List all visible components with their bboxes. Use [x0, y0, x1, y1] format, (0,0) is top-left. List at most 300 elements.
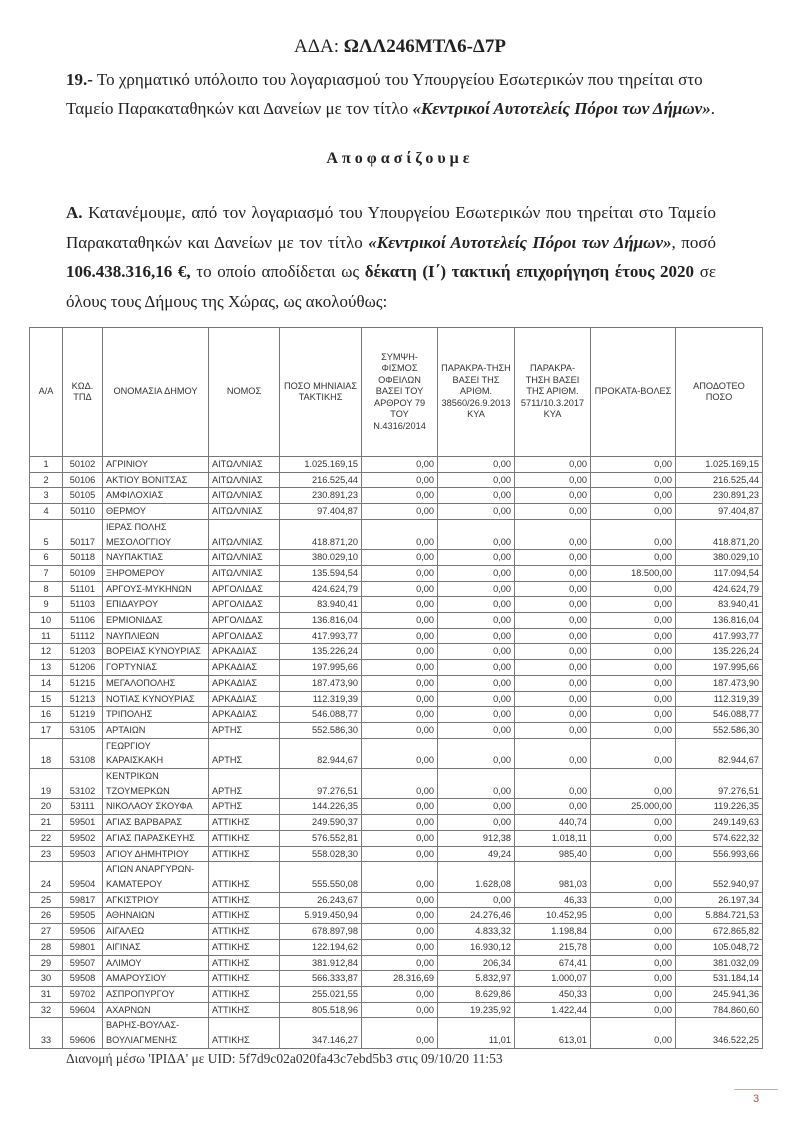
- row-advances: 0,00: [591, 660, 676, 676]
- row-index: 33: [30, 1018, 63, 1048]
- row-municipality: ΜΕΓΑΛΟΠΟΛΗΣ: [103, 675, 209, 691]
- row-prefecture: ΑΡΚΑΔΙΑΣ: [209, 707, 280, 723]
- table-row: [30, 738, 763, 768]
- row-index: 15: [30, 691, 63, 707]
- row-advances: 0,00: [591, 581, 676, 597]
- row-withholding-2017: 985,40: [515, 846, 591, 862]
- row-advances: 0,00: [591, 707, 676, 723]
- row-prefecture: ΑΤΤΙΚΗΣ: [209, 955, 280, 971]
- row-prefecture: ΑΤΤΙΚΗΣ: [209, 892, 280, 908]
- row-index: 21: [30, 815, 63, 831]
- row-index: 16: [30, 707, 63, 723]
- row-offset: 0,00: [362, 892, 438, 908]
- row-payable: 381.032,09: [676, 955, 763, 971]
- row-code: 53102: [63, 769, 103, 799]
- row-payable: 197.995,66: [676, 660, 763, 676]
- row-withholding-2013: 0,00: [438, 613, 515, 629]
- row-advances: 0,00: [591, 691, 676, 707]
- row-prefecture: ΑΙΤΩΛ/ΝΙΑΣ: [209, 488, 280, 504]
- paragraph-19-number: 19.-: [66, 70, 93, 89]
- row-prefecture: ΑΤΤΙΚΗΣ: [209, 830, 280, 846]
- row-code: 59505: [63, 908, 103, 924]
- table-row: [30, 519, 763, 549]
- row-payable: 531.184,14: [676, 971, 763, 987]
- row-index: 5: [30, 519, 63, 549]
- row-monthly-amount: 112.319,39: [280, 691, 362, 707]
- row-offset: 0,00: [362, 924, 438, 940]
- row-code: 51101: [63, 581, 103, 597]
- row-code: 59817: [63, 892, 103, 908]
- paragraph-a-title: «Κεντρικοί Αυτοτελείς Πόροι των Δήμων»: [368, 232, 672, 252]
- row-municipality: ΘΕΡΜΟΥ: [103, 504, 209, 520]
- ada-label: ΑΔΑ:: [294, 36, 339, 57]
- row-offset: 0,00: [362, 504, 438, 520]
- row-withholding-2013: 0,00: [438, 892, 515, 908]
- row-withholding-2013: 0,00: [438, 815, 515, 831]
- row-advances: 0,00: [591, 830, 676, 846]
- paragraph-a-text-3: το οποίο αποδίδεται ως: [190, 262, 365, 281]
- table-row: [30, 628, 763, 644]
- row-index: 20: [30, 799, 63, 815]
- row-index: 11: [30, 628, 63, 644]
- header-prefecture: ΝΟΜΟΣ: [209, 328, 280, 457]
- row-code: 59801: [63, 939, 103, 955]
- row-index: 24: [30, 862, 63, 892]
- row-withholding-2013: 0,00: [438, 597, 515, 613]
- row-advances: 0,00: [591, 924, 676, 940]
- row-withholding-2017: 1.000,07: [515, 971, 591, 987]
- row-payable: 112.319,39: [676, 691, 763, 707]
- paragraph-19-title: «Κεντρικοί Αυτοτελείς Πόροι των Δήμων»: [412, 99, 711, 118]
- row-withholding-2017: 0,00: [515, 691, 591, 707]
- row-municipality: ΑΜΦΙΛΟΧΙΑΣ: [103, 488, 209, 504]
- row-prefecture: ΑΤΤΙΚΗΣ: [209, 846, 280, 862]
- row-withholding-2013: 912,38: [438, 830, 515, 846]
- row-municipality: ΒΟΡΕΙΑΣ ΚΥΝΟΥΡΙΑΣ: [103, 644, 209, 660]
- row-withholding-2017: 1.198,84: [515, 924, 591, 940]
- table-row: [30, 955, 763, 971]
- row-index: 10: [30, 613, 63, 629]
- row-offset: 0,00: [362, 908, 438, 924]
- row-prefecture: ΑΤΤΙΚΗΣ: [209, 986, 280, 1002]
- paragraph-a-amount: 106.438.316,16 €,: [66, 262, 191, 281]
- row-municipality: ΚΕΝΤΡΙΚΩΝ ΤΖΟΥΜΕΡΚΩΝ: [103, 769, 209, 799]
- row-municipality: ΑΓΙΑΣ ΠΑΡΑΣΚΕΥΗΣ: [103, 830, 209, 846]
- row-municipality: ΑΘΗΝΑΙΩΝ: [103, 908, 209, 924]
- row-withholding-2013: 0,00: [438, 457, 515, 473]
- row-offset: 0,00: [362, 939, 438, 955]
- row-index: 31: [30, 986, 63, 1002]
- paragraph-19-text: Το χρηματικό υπόλοιπο του λογαριασμού του Υπουργείου Εσωτερικών που τηρείται στο Ταμείο Παρακαταθηκών και Δανείων με τον τίτλο: [66, 70, 703, 118]
- table-row: [30, 908, 763, 924]
- row-withholding-2013: 0,00: [438, 519, 515, 549]
- row-advances: 0,00: [591, 815, 676, 831]
- row-offset: 0,00: [362, 955, 438, 971]
- row-code: 50106: [63, 472, 103, 488]
- row-withholding-2017: 0,00: [515, 597, 591, 613]
- row-monthly-amount: 1.025.169,15: [280, 457, 362, 473]
- row-payable: 136.816,04: [676, 613, 763, 629]
- row-payable: 230.891,23: [676, 488, 763, 504]
- paragraph-a-text-1: Κατανέμουμε, από τον λογαριασμό του Υπουργείου Εσωτερικών που τηρείται στο Ταμείο Παρακαταθηκών και Δανείων με τον τίτλο: [66, 203, 716, 252]
- row-index: 22: [30, 830, 63, 846]
- row-payable: 117.094,54: [676, 565, 763, 581]
- decision-heading: Αποφασίζουμε: [326, 150, 474, 167]
- row-prefecture: ΑΤΤΙΚΗΣ: [209, 1018, 280, 1048]
- row-offset: 0,00: [362, 862, 438, 892]
- row-prefecture: ΑΡΓΟΛΙΔΑΣ: [209, 628, 280, 644]
- row-payable: 97.276,51: [676, 769, 763, 799]
- table-row: [30, 799, 763, 815]
- table-row: [30, 862, 763, 892]
- paragraph-19: [66, 65, 716, 123]
- row-payable: 424.624,79: [676, 581, 763, 597]
- row-advances: 0,00: [591, 597, 676, 613]
- row-code: 59604: [63, 1002, 103, 1018]
- row-municipality: ΑΡΤΑΙΩΝ: [103, 722, 209, 738]
- row-withholding-2017: 0,00: [515, 660, 591, 676]
- row-index: 32: [30, 1002, 63, 1018]
- table-row: [30, 1018, 763, 1048]
- table-row: [30, 769, 763, 799]
- row-index: 13: [30, 660, 63, 676]
- row-code: 51106: [63, 613, 103, 629]
- row-monthly-amount: 805.518,96: [280, 1002, 362, 1018]
- row-municipality: ΑΙΓΙΝΑΣ: [103, 939, 209, 955]
- row-withholding-2013: 0,00: [438, 472, 515, 488]
- row-code: 50117: [63, 519, 103, 549]
- row-payable: 82.944,67: [676, 738, 763, 768]
- row-offset: 0,00: [362, 660, 438, 676]
- row-monthly-amount: 187.473,90: [280, 675, 362, 691]
- row-withholding-2013: 206,34: [438, 955, 515, 971]
- row-payable: 83.940,41: [676, 597, 763, 613]
- row-code: 59702: [63, 986, 103, 1002]
- row-offset: 0,00: [362, 846, 438, 862]
- row-withholding-2017: 0,00: [515, 628, 591, 644]
- row-municipality: ΓΟΡΤΥΝΙΑΣ: [103, 660, 209, 676]
- row-municipality: ΑΧΑΡΝΩΝ: [103, 1002, 209, 1018]
- header-code: ΚΩΔ. ΤΠΔ: [63, 328, 103, 457]
- row-monthly-amount: 122.194,62: [280, 939, 362, 955]
- table-row: [30, 815, 763, 831]
- row-monthly-amount: 555.550,08: [280, 862, 362, 892]
- row-index: 19: [30, 769, 63, 799]
- row-monthly-amount: 5.919.450,94: [280, 908, 362, 924]
- row-prefecture: ΑΙΤΩΛ/ΝΙΑΣ: [209, 504, 280, 520]
- row-code: 59508: [63, 971, 103, 987]
- row-offset: 0,00: [362, 675, 438, 691]
- row-monthly-amount: 144.226,35: [280, 799, 362, 815]
- row-advances: 0,00: [591, 1002, 676, 1018]
- row-code: 59507: [63, 955, 103, 971]
- row-offset: 0,00: [362, 457, 438, 473]
- row-withholding-2017: 0,00: [515, 565, 591, 581]
- row-payable: 249.149,63: [676, 815, 763, 831]
- row-prefecture: ΑΤΤΙΚΗΣ: [209, 939, 280, 955]
- row-advances: 0,00: [591, 519, 676, 549]
- row-index: 27: [30, 924, 63, 940]
- paragraph-19-end: .: [710, 99, 715, 118]
- row-prefecture: ΑΡΚΑΔΙΑΣ: [209, 691, 280, 707]
- row-code: 53108: [63, 738, 103, 768]
- row-monthly-amount: 552.586,30: [280, 722, 362, 738]
- row-withholding-2017: 0,00: [515, 707, 591, 723]
- row-prefecture: ΑΤΤΙΚΗΣ: [209, 862, 280, 892]
- row-offset: 0,00: [362, 799, 438, 815]
- row-prefecture: ΑΤΤΙΚΗΣ: [209, 1002, 280, 1018]
- table-row: [30, 939, 763, 955]
- row-monthly-amount: 576.552,81: [280, 830, 362, 846]
- table-row: [30, 613, 763, 629]
- row-code: 51215: [63, 675, 103, 691]
- row-withholding-2017: 613,01: [515, 1018, 591, 1048]
- row-withholding-2017: 10.452,95: [515, 908, 591, 924]
- ada-code: ΩΛΛ246ΜΤΛ6-Δ7Ρ: [343, 36, 506, 57]
- row-index: 23: [30, 846, 63, 862]
- row-offset: 0,00: [362, 1018, 438, 1048]
- table-row: [30, 597, 763, 613]
- row-monthly-amount: 380.029,10: [280, 550, 362, 566]
- row-advances: 0,00: [591, 550, 676, 566]
- row-withholding-2017: 0,00: [515, 769, 591, 799]
- row-offset: 0,00: [362, 644, 438, 660]
- row-municipality: ΕΠΙΔΑΥΡΟΥ: [103, 597, 209, 613]
- row-withholding-2017: 0,00: [515, 504, 591, 520]
- row-advances: 0,00: [591, 644, 676, 660]
- row-monthly-amount: 230.891,23: [280, 488, 362, 504]
- row-code: 59506: [63, 924, 103, 940]
- row-monthly-amount: 678.897,98: [280, 924, 362, 940]
- table-row: [30, 830, 763, 846]
- row-withholding-2017: 0,00: [515, 519, 591, 549]
- row-municipality: ΙΕΡΑΣ ΠΟΛΗΣ ΜΕΣΟΛΟΓΓΙΟΥ: [103, 519, 209, 549]
- row-advances: 0,00: [591, 675, 676, 691]
- row-payable: 5.884.721,53: [676, 908, 763, 924]
- row-code: 51103: [63, 597, 103, 613]
- table-row: [30, 846, 763, 862]
- row-offset: 0,00: [362, 707, 438, 723]
- row-advances: 0,00: [591, 971, 676, 987]
- header-payable: ΑΠΟΔΟΤΕΟ ΠΟΣΟ: [676, 328, 763, 457]
- row-withholding-2017: 0,00: [515, 488, 591, 504]
- row-withholding-2017: 1.422,44: [515, 1002, 591, 1018]
- row-index: 29: [30, 955, 63, 971]
- row-index: 14: [30, 675, 63, 691]
- row-advances: 0,00: [591, 1018, 676, 1048]
- row-prefecture: ΑΙΤΩΛ/ΝΙΑΣ: [209, 519, 280, 549]
- row-withholding-2017: 0,00: [515, 738, 591, 768]
- row-withholding-2017: 0,00: [515, 675, 591, 691]
- table-row: [30, 892, 763, 908]
- row-withholding-2013: 0,00: [438, 581, 515, 597]
- row-code: 50118: [63, 550, 103, 566]
- row-advances: 0,00: [591, 722, 676, 738]
- row-monthly-amount: 418.871,20: [280, 519, 362, 549]
- table-row: [30, 644, 763, 660]
- row-monthly-amount: 249.590,37: [280, 815, 362, 831]
- row-monthly-amount: 347.146,27: [280, 1018, 362, 1048]
- row-monthly-amount: 566.333,87: [280, 971, 362, 987]
- row-offset: 0,00: [362, 1002, 438, 1018]
- row-withholding-2013: 0,00: [438, 504, 515, 520]
- row-withholding-2017: 674,41: [515, 955, 591, 971]
- table-row: [30, 707, 763, 723]
- table-row: [30, 924, 763, 940]
- row-prefecture: ΑΡΤΗΣ: [209, 769, 280, 799]
- row-monthly-amount: 135.594,54: [280, 565, 362, 581]
- row-municipality: ΑΣΠΡΟΠΥΡΓΟΥ: [103, 986, 209, 1002]
- row-index: 25: [30, 892, 63, 908]
- row-withholding-2013: 0,00: [438, 799, 515, 815]
- row-index: 17: [30, 722, 63, 738]
- row-offset: 0,00: [362, 830, 438, 846]
- paragraph-a-label: Α.: [66, 203, 83, 222]
- table-row: [30, 472, 763, 488]
- row-prefecture: ΑΙΤΩΛ/ΝΙΑΣ: [209, 457, 280, 473]
- table-row: [30, 550, 763, 566]
- row-offset: 0,00: [362, 722, 438, 738]
- row-municipality: ΓΕΩΡΓΙΟΥ ΚΑΡΑΙΣΚΑΚΗ: [103, 738, 209, 768]
- row-index: 26: [30, 908, 63, 924]
- row-advances: 0,00: [591, 628, 676, 644]
- row-advances: 0,00: [591, 986, 676, 1002]
- row-code: 51219: [63, 707, 103, 723]
- row-withholding-2013: 16.930,12: [438, 939, 515, 955]
- row-offset: 0,00: [362, 815, 438, 831]
- row-withholding-2013: 49,24: [438, 846, 515, 862]
- row-municipality: ΑΓΙΩΝ ΑΝΑΡΓΥΡΩΝ-ΚΑΜΑΤΕΡΟΥ: [103, 862, 209, 892]
- row-code: 59503: [63, 846, 103, 862]
- row-advances: 0,00: [591, 862, 676, 892]
- row-prefecture: ΑΡΚΑΔΙΑΣ: [209, 660, 280, 676]
- row-payable: 556.993,66: [676, 846, 763, 862]
- row-code: 59501: [63, 815, 103, 831]
- row-municipality: ΑΚΤΙΟΥ ΒΟΝΙΤΣΑΣ: [103, 472, 209, 488]
- row-payable: 784.860,60: [676, 1002, 763, 1018]
- row-index: 3: [30, 488, 63, 504]
- row-code: 53111: [63, 799, 103, 815]
- row-offset: 0,00: [362, 738, 438, 768]
- row-withholding-2017: 450,33: [515, 986, 591, 1002]
- row-advances: 0,00: [591, 939, 676, 955]
- row-monthly-amount: 546.088,77: [280, 707, 362, 723]
- row-monthly-amount: 97.404,87: [280, 504, 362, 520]
- row-index: 6: [30, 550, 63, 566]
- row-index: 28: [30, 939, 63, 955]
- row-payable: 245.941,36: [676, 986, 763, 1002]
- ada-header: [0, 36, 800, 58]
- distribution-footer: Διανομή μέσω 'ΙΡΙΔΑ' με UID: 5f7d9c02a020fa43c7ebd5b3 στις 09/10/20 11:53: [66, 1051, 503, 1066]
- row-withholding-2017: 981,03: [515, 862, 591, 892]
- row-withholding-2013: 8.629,86: [438, 986, 515, 1002]
- row-withholding-2013: 0,00: [438, 644, 515, 660]
- row-withholding-2013: 0,00: [438, 691, 515, 707]
- row-monthly-amount: 417.993,77: [280, 628, 362, 644]
- row-prefecture: ΑΙΤΩΛ/ΝΙΑΣ: [209, 565, 280, 581]
- table-row: [30, 660, 763, 676]
- row-offset: 0,00: [362, 550, 438, 566]
- row-withholding-2013: 0,00: [438, 769, 515, 799]
- row-prefecture: ΑΡΚΑΔΙΑΣ: [209, 675, 280, 691]
- row-code: 59504: [63, 862, 103, 892]
- row-withholding-2013: 0,00: [438, 565, 515, 581]
- row-municipality: ΒΑΡΗΣ-ΒΟΥΛΑΣ-ΒΟΥΛΙΑΓΜΕΝΗΣ: [103, 1018, 209, 1048]
- row-withholding-2013: 5.832,97: [438, 971, 515, 987]
- row-municipality: ΑΙΓΑΛΕΩ: [103, 924, 209, 940]
- row-withholding-2017: 0,00: [515, 472, 591, 488]
- table-row: [30, 581, 763, 597]
- row-payable: 672.865,82: [676, 924, 763, 940]
- row-advances: 0,00: [591, 892, 676, 908]
- row-prefecture: ΑΙΤΩΛ/ΝΙΑΣ: [209, 550, 280, 566]
- row-municipality: ΑΓΙΑΣ ΒΑΡΒΑΡΑΣ: [103, 815, 209, 831]
- row-municipality: ΞΗΡΟΜΕΡΟΥ: [103, 565, 209, 581]
- row-municipality: ΕΡΜΙΟΝΙΔΑΣ: [103, 613, 209, 629]
- row-withholding-2017: 46,33: [515, 892, 591, 908]
- row-payable: 1.025.169,15: [676, 457, 763, 473]
- row-withholding-2017: 0,00: [515, 550, 591, 566]
- row-index: 7: [30, 565, 63, 581]
- row-withholding-2013: 0,00: [438, 722, 515, 738]
- row-withholding-2017: 0,00: [515, 644, 591, 660]
- row-index: 9: [30, 597, 63, 613]
- allocation-table: [29, 327, 763, 1049]
- row-index: 30: [30, 971, 63, 987]
- table-row: [30, 986, 763, 1002]
- row-withholding-2013: 0,00: [438, 738, 515, 768]
- header-monthly-amount: ΠΟΣΟ ΜΗΝΙΑΙΑΣ ΤΑΚΤΙΚΗΣ: [280, 328, 362, 457]
- row-withholding-2013: 0,00: [438, 660, 515, 676]
- row-municipality: ΑΛΙΜΟΥ: [103, 955, 209, 971]
- row-payable: 119.226,35: [676, 799, 763, 815]
- row-monthly-amount: 135.226,24: [280, 644, 362, 660]
- row-prefecture: ΑΡΤΗΣ: [209, 722, 280, 738]
- row-monthly-amount: 97.276,51: [280, 769, 362, 799]
- paragraph-a-text-2: , ποσό: [671, 232, 716, 252]
- row-offset: 0,00: [362, 691, 438, 707]
- row-withholding-2017: 440,74: [515, 815, 591, 831]
- row-advances: 0,00: [591, 769, 676, 799]
- row-prefecture: ΑΤΤΙΚΗΣ: [209, 971, 280, 987]
- row-payable: 216.525,44: [676, 472, 763, 488]
- row-code: 51203: [63, 644, 103, 660]
- table-row: [30, 691, 763, 707]
- row-withholding-2017: 0,00: [515, 799, 591, 815]
- row-offset: 0,00: [362, 472, 438, 488]
- row-payable: 135.226,24: [676, 644, 763, 660]
- header-advances: ΠΡΟΚΑΤΑ-ΒΟΛΕΣ: [591, 328, 676, 457]
- table-header-row: [30, 328, 763, 457]
- row-payable: 574.622,32: [676, 830, 763, 846]
- row-advances: 0,00: [591, 846, 676, 862]
- row-withholding-2013: 4.833,32: [438, 924, 515, 940]
- table-row: [30, 457, 763, 473]
- row-municipality: ΝΑΥΠΑΚΤΙΑΣ: [103, 550, 209, 566]
- row-code: 50110: [63, 504, 103, 520]
- row-withholding-2013: 0,00: [438, 550, 515, 566]
- row-monthly-amount: 255.021,55: [280, 986, 362, 1002]
- row-monthly-amount: 82.944,67: [280, 738, 362, 768]
- row-index: 12: [30, 644, 63, 660]
- row-prefecture: ΑΤΤΙΚΗΣ: [209, 924, 280, 940]
- row-municipality: ΑΜΑΡΟΥΣΙΟΥ: [103, 971, 209, 987]
- row-withholding-2013: 1.628,08: [438, 862, 515, 892]
- row-prefecture: ΑΤΤΙΚΗΣ: [209, 815, 280, 831]
- table-row: [30, 675, 763, 691]
- table-row: [30, 565, 763, 581]
- row-payable: 546.088,77: [676, 707, 763, 723]
